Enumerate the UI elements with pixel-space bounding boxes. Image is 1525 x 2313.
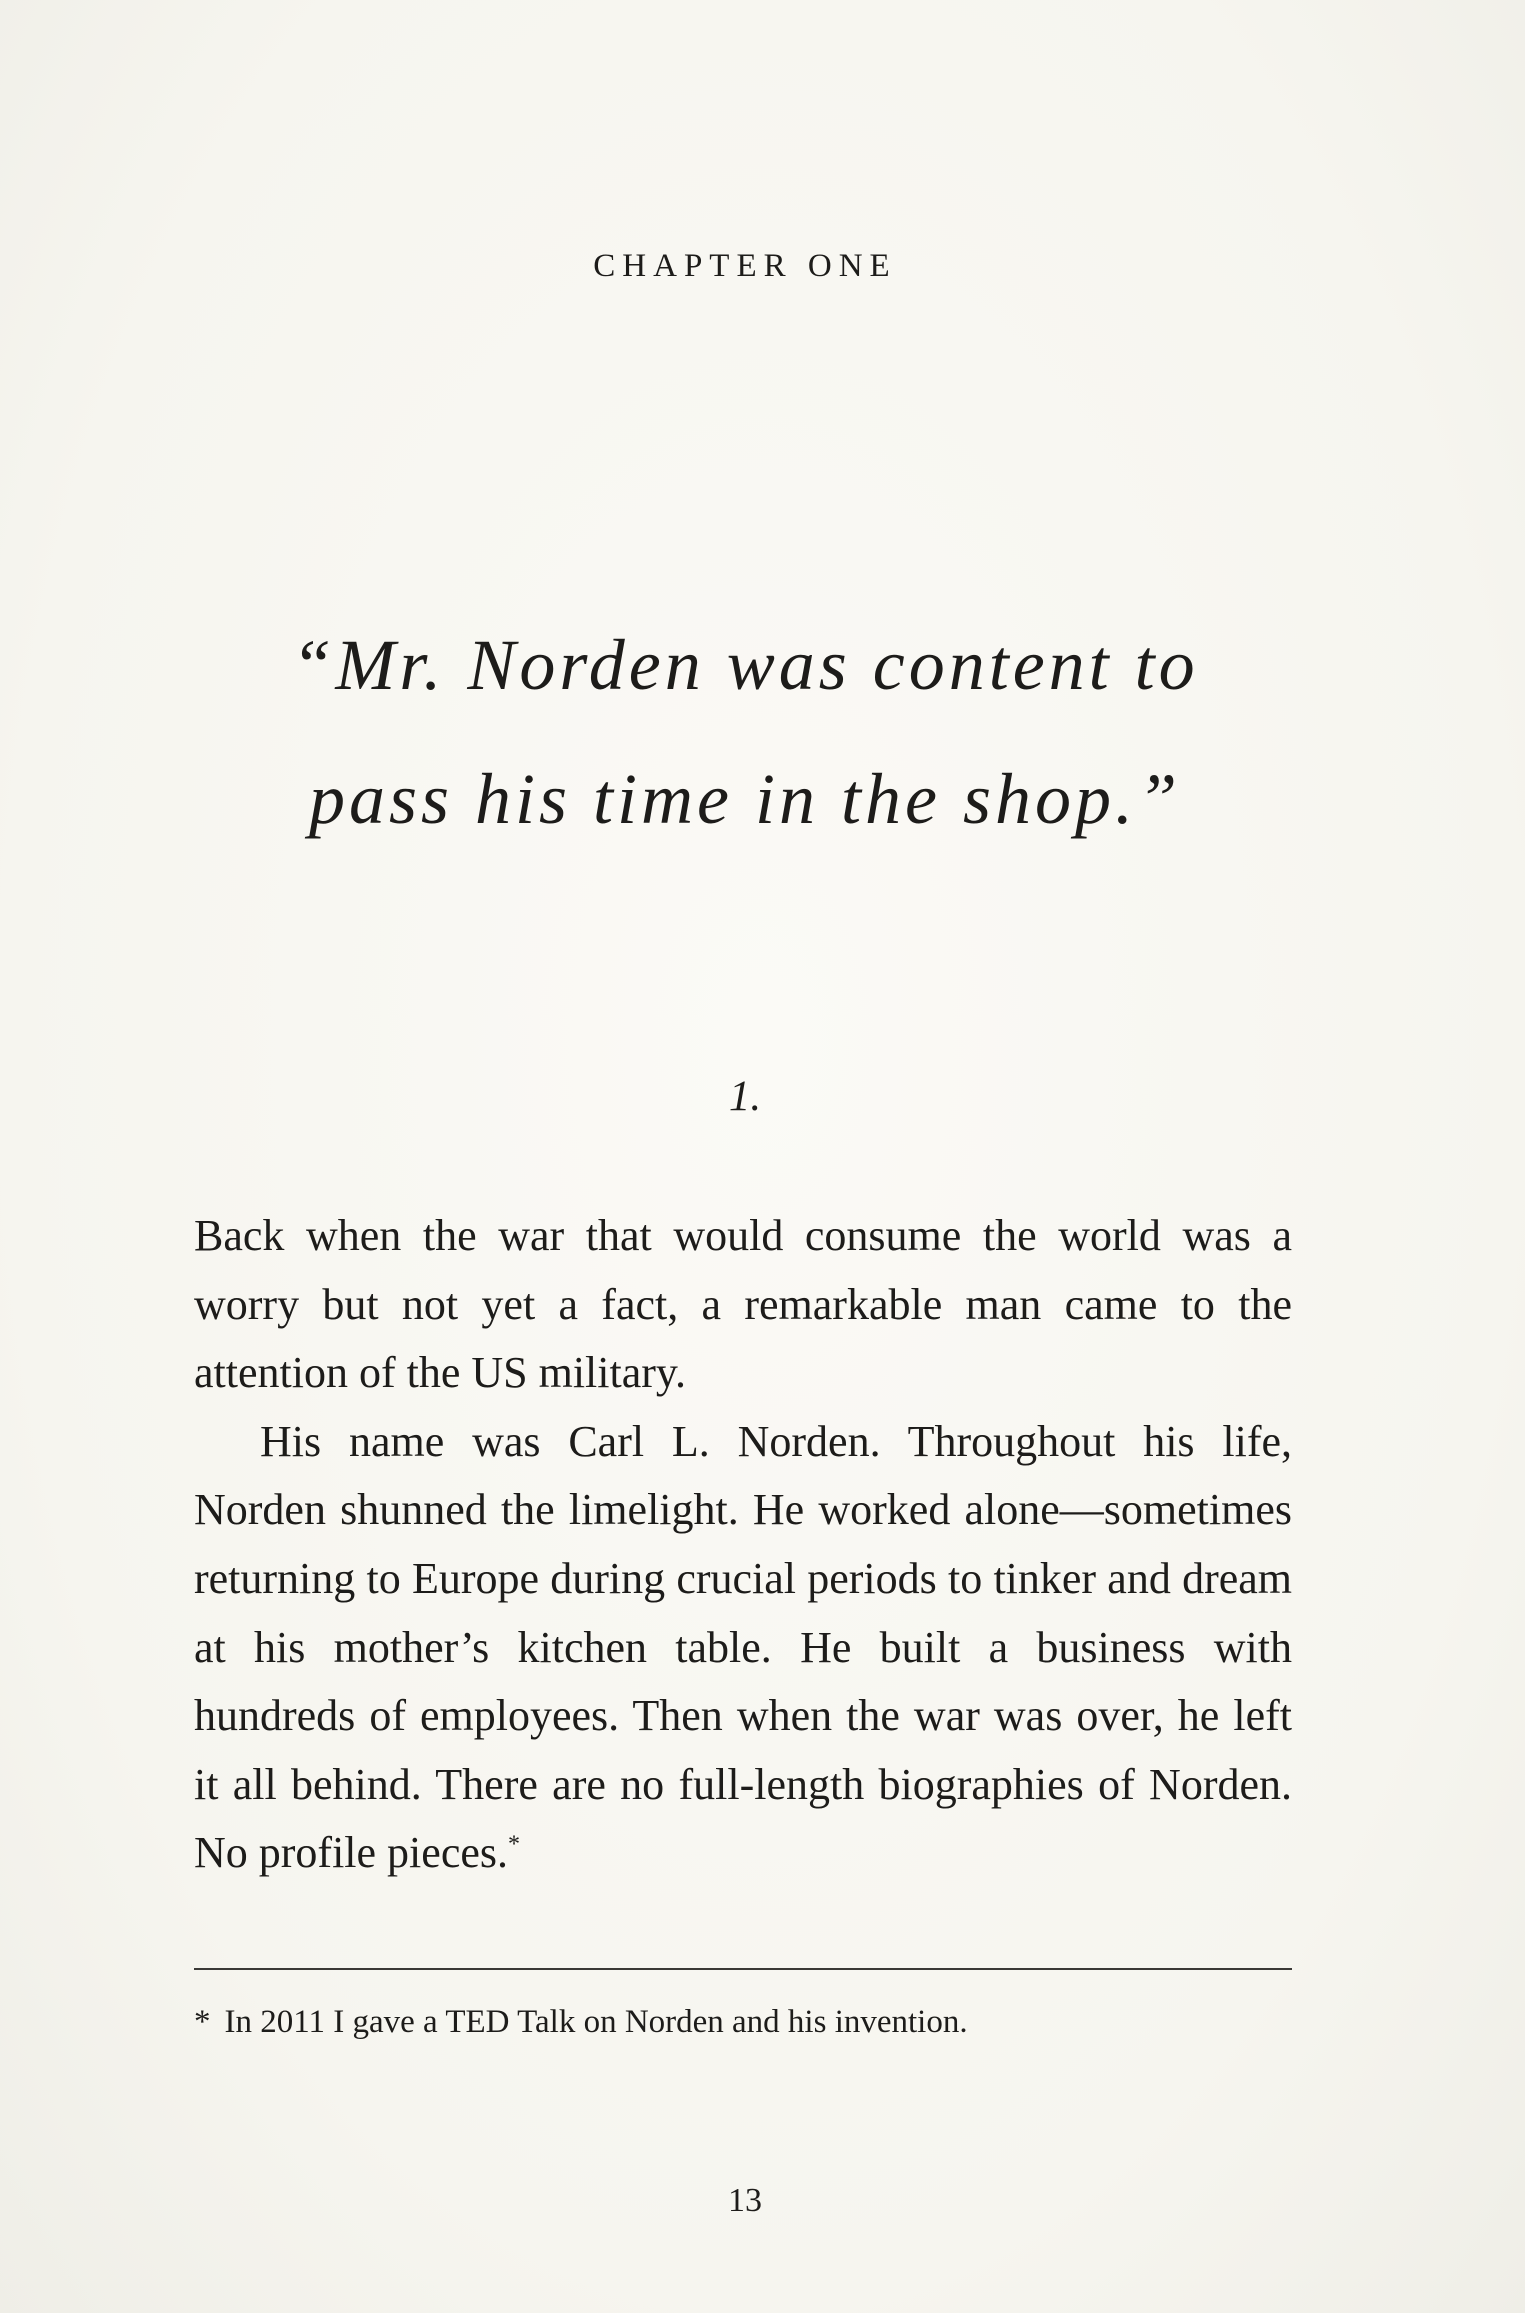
body-text	[194, 1202, 1292, 1888]
page-number: 13	[728, 2182, 762, 2219]
footnote	[194, 2000, 1292, 2044]
chapter-title	[0, 598, 1490, 866]
footnote-marker: *	[194, 2004, 211, 2040]
footnote-reference[interactable]: *	[508, 1831, 520, 1858]
paragraph-1: Back when the war that would consume the world was a worry but not yet a fact, a remarkable man came to the attention of the US military.	[194, 1211, 1292, 1398]
footnote-text: In 2011 I gave a TED Talk on Norden and his invention.	[224, 2004, 968, 2040]
footnote-divider	[194, 1968, 1292, 1970]
paragraph-2	[194, 1408, 1292, 1888]
chapter-label: CHAPTER ONE	[593, 248, 897, 284]
chapter-title-line-2: pass his time in the shop.”	[308, 759, 1182, 839]
paragraph-2-text: His name was Carl L. Norden. Throughout his life, Norden shunned the limelight. He worked alone—sometimes returning to Europe during crucial periods to tinker and dream at his mother’s kitchen table. He built a business with hundreds of employees. Then when the war was over, he left it all behind. There are no full-length biographies of Norden. No profile pieces.	[194, 1416, 1292, 1878]
chapter-title-line-1: “Mr. Norden was content to	[291, 625, 1199, 705]
section-number: 1.	[728, 1073, 762, 1120]
